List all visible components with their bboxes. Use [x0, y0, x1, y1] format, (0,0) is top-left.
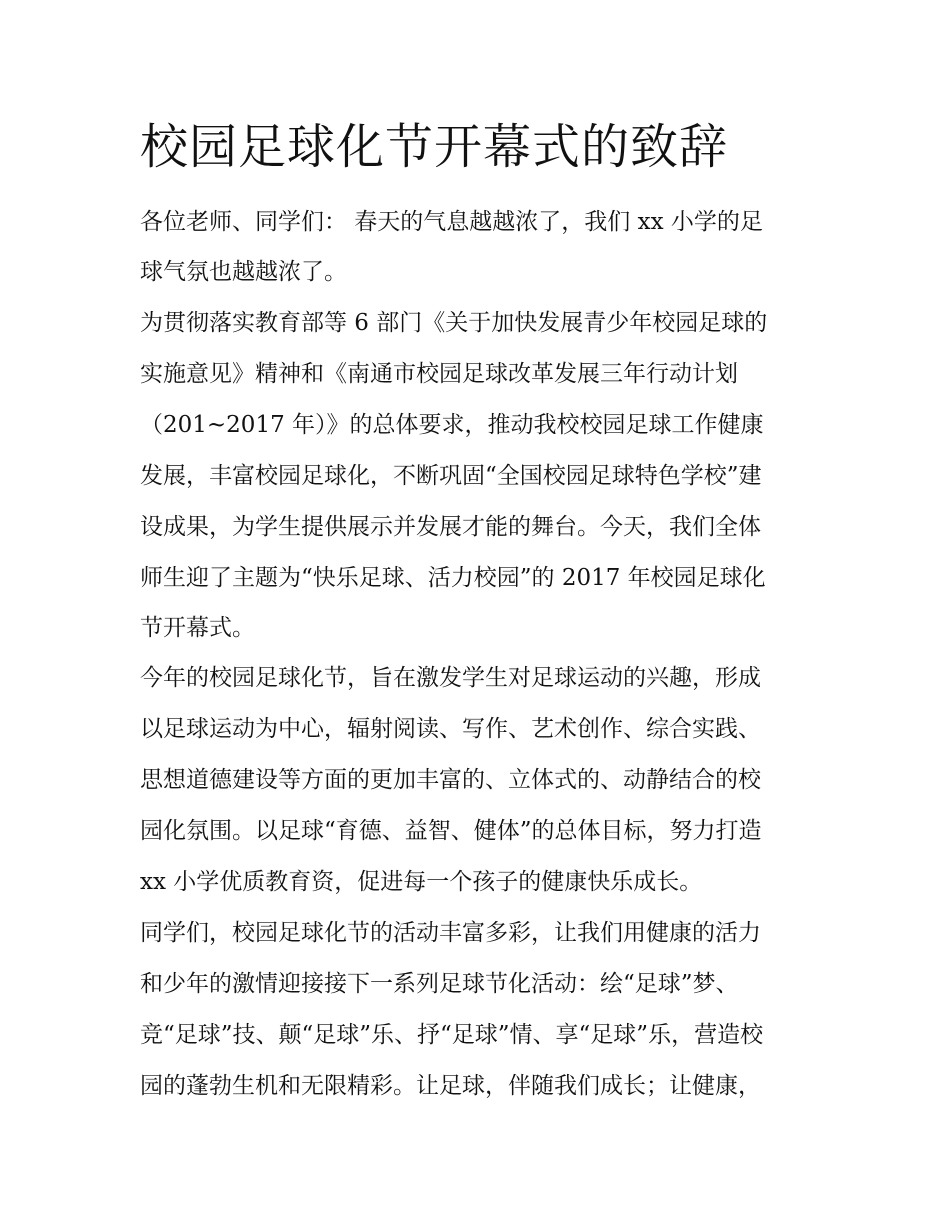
body-line: 思想道德建设等方面的更加丰富的、立体式的、动静结合的校 [140, 767, 761, 793]
body-line: 园的蓬勃生机和无限精彩。让足球，伴随我们成长；让健康， [140, 1073, 761, 1099]
body-line: 今年的校园足球化节，旨在激发学生对足球运动的兴趣，形成 [140, 665, 761, 691]
body-line: 实施意见》精神和《南通市校园足球改革发展三年行动计划 [140, 361, 738, 387]
body-line: （201~2017 年）》的总体要求，推动我校校园足球工作健康 [140, 412, 764, 438]
body-line: 设成果，为学生提供展示并发展才能的舞台。今天，我们全体 [140, 514, 761, 540]
body-line: 球气氛也越越浓了。 [140, 259, 347, 285]
body-line: 师生迎了主题为“快乐足球、活力校园”的 2017 年校园足球化 [140, 565, 766, 591]
body-line: 同学们，校园足球化节的活动丰富多彩，让我们用健康的活力 [140, 920, 761, 946]
body-line: 以足球运动为中心，辐射阅读、写作、艺术创作、综合实践、 [140, 716, 761, 742]
body-line: 园化氛围。以足球“育德、益智、健体”的总体目标，努力打造 [140, 818, 762, 844]
document-title: 校园足球化节开幕式的致辞 [140, 119, 729, 175]
body-line: 和少年的激情迎接接下一系列足球节化活动：绘“足球”梦、 [140, 971, 739, 997]
body-line: 各位老师、同学们： 春天的气息越越浓了，我们 xx 小学的足 [140, 209, 763, 235]
body-line: 为贯彻落实教育部等 6 部门《关于加快发展青少年校园足球的 [140, 310, 768, 336]
body-line: 节开幕式。 [140, 615, 255, 641]
body-line: 发展，丰富校园足球化，不断巩固“全国校园足球特色学校”建 [140, 463, 762, 489]
body-line: xx 小学优质教育资，促进每一个孩子的健康快乐成长。 [140, 869, 703, 895]
body-line: 竞“足球”技、颠“足球”乐、抒“足球”情、享“足球”乐，营造校 [140, 1022, 764, 1048]
